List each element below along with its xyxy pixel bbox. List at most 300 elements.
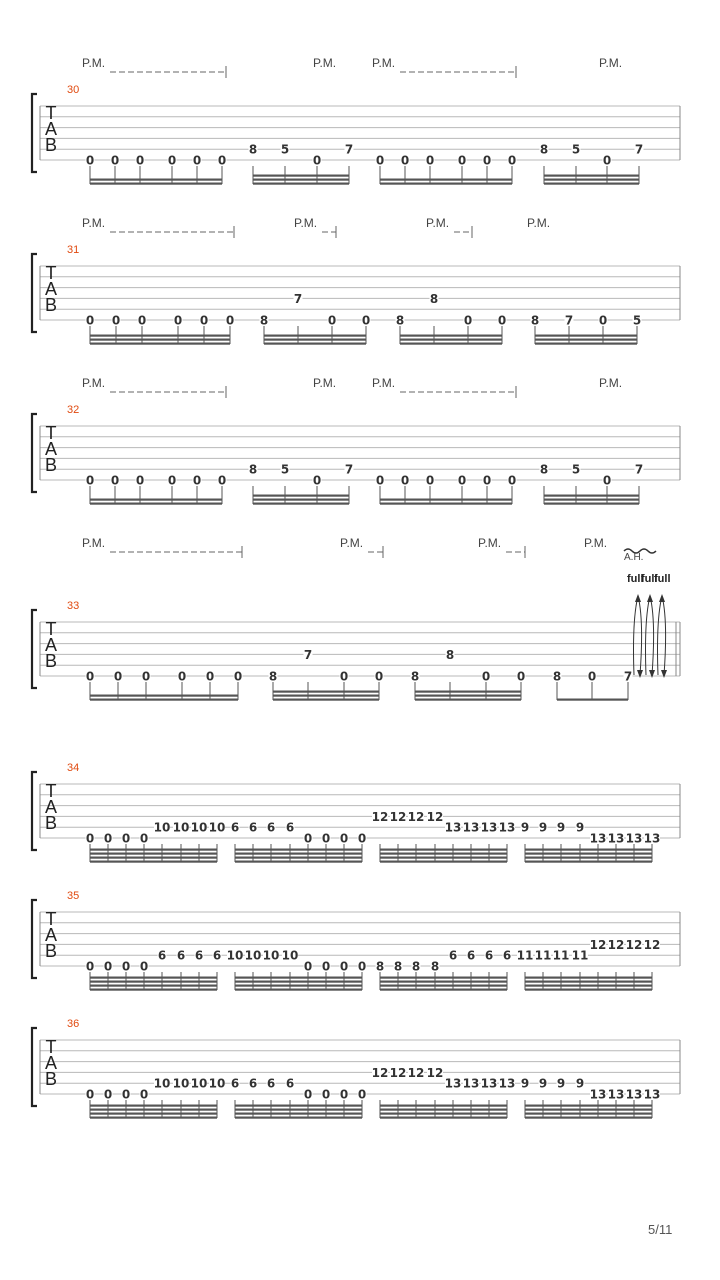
- fret-number: 8: [393, 959, 403, 974]
- fret-number: 12: [371, 1065, 389, 1080]
- beam: [400, 335, 502, 337]
- fret-number: 8: [410, 669, 420, 684]
- beam: [525, 985, 652, 987]
- fret-number: 7: [344, 142, 354, 157]
- fret-number: 10: [262, 948, 280, 963]
- fret-number: 0: [303, 831, 313, 846]
- fret-number: 0: [205, 669, 215, 684]
- beam: [380, 179, 512, 181]
- fret-number: 0: [85, 669, 95, 684]
- fret-number: 0: [321, 1087, 331, 1102]
- fret-number: 0: [177, 669, 187, 684]
- fret-number: 0: [85, 473, 95, 488]
- fret-number: 0: [482, 473, 492, 488]
- fret-number: 8: [375, 959, 385, 974]
- fret-number: 0: [425, 473, 435, 488]
- fret-number: 0: [312, 473, 322, 488]
- fret-number: 0: [303, 959, 313, 974]
- beam: [264, 343, 366, 345]
- fret-number: 9: [556, 820, 566, 835]
- fret-number: 6: [502, 948, 512, 963]
- fret-number: 0: [139, 831, 149, 846]
- beam: [90, 861, 217, 863]
- fret-number: 9: [520, 1076, 530, 1091]
- fret-number: 0: [598, 313, 608, 328]
- fret-number: 6: [194, 948, 204, 963]
- beam: [380, 861, 507, 863]
- bend-arrowhead: [647, 594, 653, 602]
- beam: [235, 1105, 362, 1107]
- bend-curve: [658, 596, 666, 675]
- release-arrowhead: [661, 670, 667, 678]
- beam: [380, 981, 507, 983]
- fret-number: 0: [217, 473, 227, 488]
- fret-number: 0: [85, 153, 95, 168]
- fret-number: 5: [280, 142, 290, 157]
- tab-clef-letter: A: [44, 925, 58, 945]
- fret-number: 5: [280, 462, 290, 477]
- fret-number: 0: [375, 153, 385, 168]
- tab-clef-letter: T: [45, 781, 57, 801]
- beam: [380, 857, 507, 859]
- beam: [90, 503, 222, 505]
- beam: [273, 695, 379, 697]
- beam: [525, 861, 652, 863]
- fret-number: 8: [248, 142, 258, 157]
- fret-number: 0: [217, 153, 227, 168]
- bend-arrowhead: [635, 594, 641, 602]
- tab-clef-letter: A: [44, 797, 58, 817]
- tab-system: [32, 376, 680, 505]
- beam: [235, 981, 362, 983]
- fret-number: 0: [225, 313, 235, 328]
- measure-number: 33: [67, 600, 80, 612]
- beam: [525, 849, 652, 851]
- fret-number: 13: [480, 1076, 498, 1091]
- fret-number: 13: [480, 820, 498, 835]
- beam: [273, 691, 379, 693]
- fret-number: 13: [498, 1076, 516, 1091]
- fret-number: 0: [85, 959, 95, 974]
- fret-number: 6: [285, 820, 295, 835]
- fret-number: 12: [389, 809, 407, 824]
- fret-number: 13: [625, 1087, 643, 1102]
- tab-clef-letter: T: [45, 103, 57, 123]
- tab-system: [32, 1018, 680, 1119]
- fret-number: 7: [564, 313, 574, 328]
- fret-number: 0: [135, 473, 145, 488]
- fret-number: 6: [230, 820, 240, 835]
- beam: [253, 495, 349, 497]
- fret-number: 8: [445, 647, 455, 662]
- beam: [400, 339, 502, 341]
- fret-number: 7: [623, 669, 633, 684]
- fret-number: 7: [634, 462, 644, 477]
- page-number: 5/11: [648, 1222, 673, 1237]
- measure-number: 35: [67, 890, 80, 902]
- tab-clef-letter: B: [44, 135, 58, 155]
- tab-clef-letter: B: [44, 455, 58, 475]
- palm-mute-label: P.M.: [340, 536, 364, 550]
- fret-number: 0: [85, 313, 95, 328]
- beam: [235, 861, 362, 863]
- fret-number: 6: [266, 820, 276, 835]
- tab-clef-letter: A: [44, 439, 58, 459]
- palm-mute-label: P.M.: [372, 56, 396, 70]
- fret-number: 8: [539, 142, 549, 157]
- fret-number: 0: [85, 831, 95, 846]
- fret-number: 0: [135, 153, 145, 168]
- beam: [235, 853, 362, 855]
- beam: [235, 849, 362, 851]
- fret-number: 0: [233, 669, 243, 684]
- fret-number: 7: [344, 462, 354, 477]
- beam: [380, 183, 512, 185]
- palm-mute-label: P.M.: [82, 216, 106, 230]
- fret-number: 8: [411, 959, 421, 974]
- fret-number: 5: [571, 142, 581, 157]
- fret-number: 12: [625, 937, 643, 952]
- fret-number: 8: [268, 669, 278, 684]
- tab-clef-letter: T: [45, 909, 57, 929]
- fret-number: 13: [643, 1087, 661, 1102]
- bend-label: full: [641, 573, 658, 585]
- beam: [90, 179, 222, 181]
- beam: [415, 691, 521, 693]
- fret-number: 10: [153, 820, 171, 835]
- beam: [535, 339, 637, 341]
- fret-number: 0: [139, 1087, 149, 1102]
- fret-number: 0: [481, 669, 491, 684]
- beam: [380, 1117, 507, 1119]
- fret-number: 13: [444, 820, 462, 835]
- fret-number: 10: [172, 1076, 190, 1091]
- fret-number: 0: [339, 1087, 349, 1102]
- tab-clef-letter: B: [44, 651, 58, 671]
- fret-number: 0: [103, 831, 113, 846]
- tab-clef-letter: T: [45, 619, 57, 639]
- beam: [235, 1113, 362, 1115]
- beam: [90, 1105, 217, 1107]
- fret-number: 5: [571, 462, 581, 477]
- fret-number: 7: [293, 291, 303, 306]
- beam: [525, 1105, 652, 1107]
- fret-number: 0: [321, 959, 331, 974]
- fret-number: 8: [539, 462, 549, 477]
- beam: [415, 695, 521, 697]
- fret-number: 0: [192, 153, 202, 168]
- fret-number: 10: [153, 1076, 171, 1091]
- fret-number: 0: [327, 313, 337, 328]
- fret-number: 0: [516, 669, 526, 684]
- bend-curve: [646, 596, 654, 675]
- bend-arrowhead: [659, 594, 665, 602]
- bend-label: full: [654, 573, 671, 585]
- bend-curve: [634, 596, 642, 675]
- beam: [525, 1117, 652, 1119]
- measure-number: 34: [67, 762, 80, 774]
- fret-number: 8: [530, 313, 540, 328]
- tab-clef-letter: A: [44, 1053, 58, 1073]
- beam: [90, 1117, 217, 1119]
- tab-system: [32, 536, 680, 701]
- fret-number: 6: [157, 948, 167, 963]
- fret-number: 8: [552, 669, 562, 684]
- fret-number: 0: [137, 313, 147, 328]
- palm-mute-label: P.M.: [313, 56, 337, 70]
- tab-system: [32, 216, 680, 345]
- beam: [90, 1113, 217, 1115]
- beam: [235, 1109, 362, 1111]
- measure-number: 30: [67, 84, 80, 96]
- beam: [525, 1109, 652, 1111]
- fret-number: 9: [520, 820, 530, 835]
- beam: [544, 495, 639, 497]
- beam: [235, 857, 362, 859]
- fret-number: 6: [266, 1076, 276, 1091]
- fret-number: 11: [552, 948, 570, 963]
- palm-mute-label: P.M.: [599, 376, 623, 390]
- system-bracket: [32, 254, 37, 332]
- fret-number: 0: [199, 313, 209, 328]
- beam: [253, 183, 349, 185]
- tab-clef-letter: B: [44, 1069, 58, 1089]
- fret-number: 10: [172, 820, 190, 835]
- fret-number: 0: [587, 669, 597, 684]
- tab-system: [32, 762, 680, 863]
- fret-number: 0: [141, 669, 151, 684]
- beam: [235, 989, 362, 991]
- fret-number: 0: [110, 153, 120, 168]
- fret-number: 9: [556, 1076, 566, 1091]
- fret-number: 7: [303, 647, 313, 662]
- harmonic-label: A.H.: [624, 552, 644, 563]
- fret-number: 0: [103, 959, 113, 974]
- beam: [525, 1113, 652, 1115]
- beam: [253, 503, 349, 505]
- tab-clef-letter: A: [44, 635, 58, 655]
- beam: [90, 989, 217, 991]
- palm-mute-label: P.M.: [426, 216, 450, 230]
- fret-number: 6: [448, 948, 458, 963]
- fret-number: 11: [534, 948, 552, 963]
- palm-mute-label: P.M.: [599, 56, 623, 70]
- release-arrowhead: [649, 670, 655, 678]
- beam: [380, 1109, 507, 1111]
- beam: [253, 499, 349, 501]
- beam: [235, 977, 362, 979]
- fret-number: 0: [602, 473, 612, 488]
- fret-number: 13: [625, 831, 643, 846]
- fret-number: 0: [312, 153, 322, 168]
- beam: [90, 499, 222, 501]
- system-bracket: [32, 414, 37, 492]
- fret-number: 9: [575, 820, 585, 835]
- beam: [90, 981, 217, 983]
- measure-number: 31: [67, 244, 80, 256]
- fret-number: 12: [407, 1065, 425, 1080]
- fret-number: 0: [110, 473, 120, 488]
- tab-system: [32, 890, 680, 991]
- beam: [90, 849, 217, 851]
- fret-number: 13: [498, 820, 516, 835]
- palm-mute-label: P.M.: [82, 536, 106, 550]
- fret-number: 11: [516, 948, 534, 963]
- beam: [380, 849, 507, 851]
- tab-clef-letter: T: [45, 1037, 57, 1057]
- fret-number: 6: [484, 948, 494, 963]
- beam: [544, 183, 639, 185]
- fret-number: 0: [167, 153, 177, 168]
- fret-number: 6: [212, 948, 222, 963]
- fret-number: 0: [303, 1087, 313, 1102]
- fret-number: 10: [208, 1076, 226, 1091]
- fret-number: 6: [285, 1076, 295, 1091]
- fret-number: 0: [111, 313, 121, 328]
- fret-number: 12: [371, 809, 389, 824]
- fret-number: 0: [602, 153, 612, 168]
- beam: [544, 175, 639, 177]
- fret-number: 0: [357, 1087, 367, 1102]
- system-bracket: [32, 772, 37, 850]
- fret-number: 0: [374, 669, 384, 684]
- fret-number: 0: [121, 959, 131, 974]
- fret-number: 0: [457, 153, 467, 168]
- fret-number: 10: [281, 948, 299, 963]
- tab-clef-letter: A: [44, 279, 58, 299]
- fret-number: 0: [339, 959, 349, 974]
- fret-number: 6: [230, 1076, 240, 1091]
- beam: [90, 695, 238, 697]
- fret-number: 10: [208, 820, 226, 835]
- fret-number: 13: [462, 820, 480, 835]
- fret-number: 0: [375, 473, 385, 488]
- fret-number: 8: [259, 313, 269, 328]
- tab-clef-letter: B: [44, 295, 58, 315]
- system-bracket: [32, 900, 37, 978]
- fret-number: 13: [589, 831, 607, 846]
- fret-number: 13: [444, 1076, 462, 1091]
- beam: [90, 699, 238, 701]
- beam: [415, 699, 521, 701]
- fret-number: 0: [482, 153, 492, 168]
- beam: [525, 853, 652, 855]
- fret-number: 0: [139, 959, 149, 974]
- fret-number: 0: [173, 313, 183, 328]
- fret-number: 9: [575, 1076, 585, 1091]
- beam: [544, 179, 639, 181]
- beam: [90, 339, 230, 341]
- fret-number: 13: [643, 831, 661, 846]
- beam: [235, 985, 362, 987]
- beam: [380, 499, 512, 501]
- beam: [544, 503, 639, 505]
- fret-number: 13: [462, 1076, 480, 1091]
- tab-clef-letter: B: [44, 941, 58, 961]
- beam: [544, 499, 639, 501]
- fret-number: 12: [589, 937, 607, 952]
- tab-clef-letter: T: [45, 263, 57, 283]
- release-arrowhead: [637, 670, 643, 678]
- tab-clef-letter: B: [44, 813, 58, 833]
- beam: [90, 1109, 217, 1111]
- bend-label: full: [627, 573, 644, 585]
- fret-number: 10: [190, 1076, 208, 1091]
- fret-number: 0: [103, 1087, 113, 1102]
- tab-system: [32, 56, 680, 185]
- fret-number: 8: [248, 462, 258, 477]
- beam: [535, 335, 637, 337]
- beam: [557, 699, 628, 701]
- fret-number: 6: [176, 948, 186, 963]
- fret-number: 13: [607, 1087, 625, 1102]
- fret-number: 0: [400, 473, 410, 488]
- beam: [525, 977, 652, 979]
- tab-clef-letter: A: [44, 119, 58, 139]
- fret-number: 6: [466, 948, 476, 963]
- beam: [273, 699, 379, 701]
- palm-mute-label: P.M.: [584, 536, 608, 550]
- beam: [90, 857, 217, 859]
- beam: [380, 853, 507, 855]
- fret-number: 8: [429, 291, 439, 306]
- fret-number: 8: [395, 313, 405, 328]
- fret-number: 6: [248, 1076, 258, 1091]
- beam: [90, 343, 230, 345]
- fret-number: 0: [85, 1087, 95, 1102]
- palm-mute-label: P.M.: [313, 376, 337, 390]
- beam: [525, 981, 652, 983]
- palm-mute-label: P.M.: [372, 376, 396, 390]
- fret-number: 0: [192, 473, 202, 488]
- palm-mute-label: P.M.: [294, 216, 318, 230]
- fret-number: 10: [190, 820, 208, 835]
- beam: [90, 853, 217, 855]
- fret-number: 0: [113, 669, 123, 684]
- palm-mute-label: P.M.: [478, 536, 502, 550]
- fret-number: 0: [167, 473, 177, 488]
- system-bracket: [32, 1028, 37, 1106]
- beam: [380, 1105, 507, 1107]
- fret-number: 5: [632, 313, 642, 328]
- fret-number: 13: [589, 1087, 607, 1102]
- beam: [380, 985, 507, 987]
- palm-mute-label: P.M.: [82, 56, 106, 70]
- fret-number: 10: [244, 948, 262, 963]
- fret-number: 0: [425, 153, 435, 168]
- fret-number: 0: [321, 831, 331, 846]
- fret-number: 13: [607, 831, 625, 846]
- fret-number: 0: [457, 473, 467, 488]
- fret-number: 11: [571, 948, 589, 963]
- fret-number: 0: [357, 959, 367, 974]
- beam: [264, 339, 366, 341]
- fret-number: 0: [507, 473, 517, 488]
- fret-number: 8: [430, 959, 440, 974]
- system-bracket: [32, 94, 37, 172]
- palm-mute-label: P.M.: [82, 376, 106, 390]
- fret-number: 12: [407, 809, 425, 824]
- fret-number: 0: [339, 669, 349, 684]
- fret-number: 7: [634, 142, 644, 157]
- fret-number: 0: [339, 831, 349, 846]
- system-bracket: [32, 610, 37, 688]
- fret-number: 6: [248, 820, 258, 835]
- palm-mute-label: P.M.: [527, 216, 551, 230]
- beam: [253, 175, 349, 177]
- fret-number: 0: [121, 831, 131, 846]
- beam: [535, 343, 637, 345]
